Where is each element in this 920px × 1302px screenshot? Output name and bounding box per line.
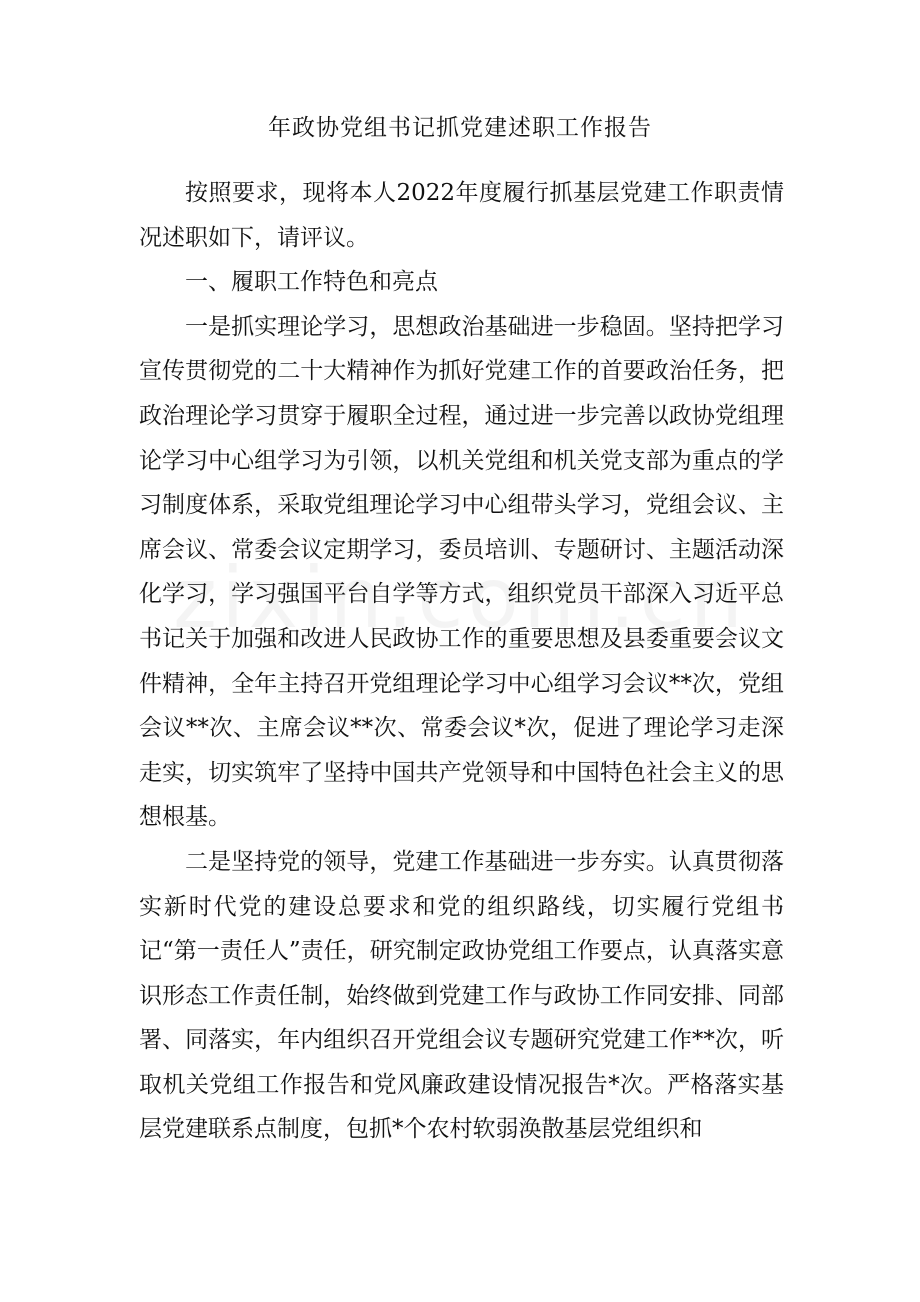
document-body: [139, 171, 784, 1152]
document-title: 年政协党组书记抓党建述职工作报告: [268, 115, 652, 141]
section-heading: 一、履职工作特色和亮点: [185, 269, 438, 296]
paragraph-theory-study: 一是抓实理论学习，思想政治基础进一步稳固。坚持把学习宣传贯彻党的二十大精神作为抓好党建工作的首要政治任务，把政治理论学习贯穿于履职全过程，通过进一步完善以政协党组理论学习中心组学习为引领，以机关党组和机关党支部为重点的学习制度体系，采取党组理论学习中心组带头学习，党组会议、主席会议、常委会议定期学习，委员培训、专题研讨、主题活动深化学习，学习强国平台自学等方式，组织党员干部深入习近平总书记关于加强和改进人民政协工作的重要思想及县委重要会议文件精神，全年主持召开党组理论学习中心组学习会议**次，党组会议**次、主席会议**次、常委会议*次，促进了理论学习走深走实，切实筑牢了坚持中国共产党领导和中国特色社会主义的思想根基。: [139, 313, 784, 831]
paragraph-party-leadership: 二是坚持党的领导，党建工作基础进一步夯实。认真贯彻落实新时代党的建设总要求和党的组织路线，切实履行党组书记“第一责任人”责任，研究制定政协党组工作要点，认真落实意识形态工作责任制，始终做到党建工作与政协工作同安排、同部署、同落实，年内组织召开党组会议专题研究党建工作**次，听取机关党组工作报告和党风廉政建设情况报告*次。严格落实基层党建联系点制度，包抓*个农村软弱涣散基层党组织和: [139, 848, 784, 1143]
paragraph-intro: 按照要求，现将本人2022年度履行抓基层党建工作职责情况述职如下，请评议。: [139, 180, 784, 251]
